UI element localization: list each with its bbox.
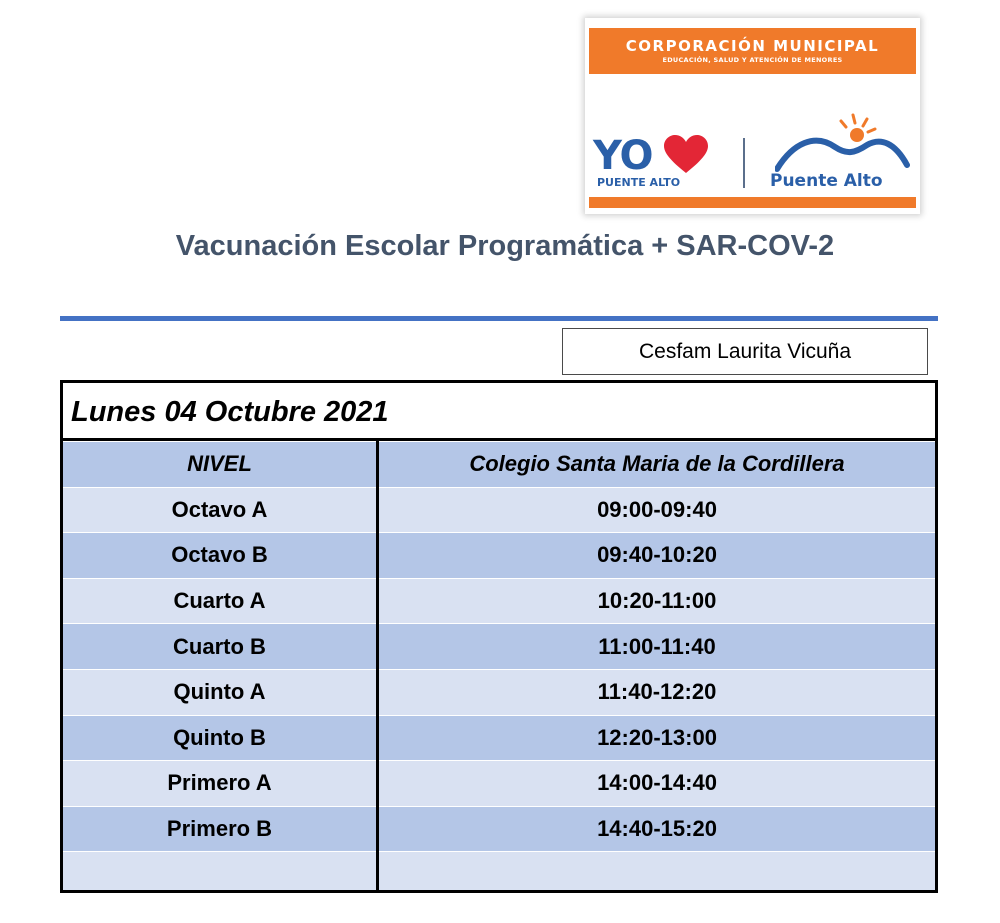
row-time: 14:40-15:20	[597, 816, 717, 842]
logo-orange-band	[589, 28, 916, 74]
row-time: 12:20-13:00	[597, 724, 717, 750]
row-level: Octavo B	[171, 542, 268, 568]
corporation-logo	[585, 18, 920, 214]
row-time: 11:40-12:20	[597, 679, 717, 705]
logo-yo-subtitle: PUENTE ALTO	[597, 176, 681, 189]
row-time	[379, 852, 935, 890]
table-row	[63, 578, 935, 624]
row-level: Quinto A	[173, 679, 266, 705]
header-level: NIVEL	[187, 451, 252, 477]
row-time: 11:00-11:40	[598, 633, 716, 659]
row-time: 09:00-09:40	[597, 496, 717, 522]
row-level: Octavo A	[171, 496, 268, 522]
table-row	[63, 851, 935, 890]
table-row	[63, 532, 935, 578]
logo-yo-text: YO	[593, 133, 653, 179]
row-level: Cuarto A	[173, 588, 266, 614]
row-time: 09:40-10:20	[597, 542, 717, 568]
row-level: Primero A	[167, 770, 272, 796]
heart-icon	[663, 135, 709, 175]
title-container	[90, 230, 920, 263]
row-level: Quinto B	[173, 724, 266, 750]
title-underline	[60, 316, 938, 321]
schedule-table	[60, 380, 938, 893]
row-time: 14:00-14:40	[597, 770, 717, 796]
page-title: Vacunación Escolar Programática + SAR-COV-2	[175, 230, 835, 262]
row-level: Cuarto B	[173, 633, 266, 659]
table-row	[63, 487, 935, 533]
logo-divider	[743, 138, 745, 188]
logo-brand-text: Puente Alto	[770, 171, 883, 191]
column-divider	[376, 441, 379, 890]
table-row	[63, 715, 935, 761]
logo-bottom-band	[589, 197, 916, 208]
table-row	[63, 623, 935, 669]
row-level: Primero B	[166, 816, 273, 842]
row-time: 10:20-11:00	[597, 588, 717, 614]
header-school: Colegio Santa Maria de la Cordillera	[469, 451, 845, 477]
schedule-date: Lunes 04 Octubre 2021	[63, 383, 935, 441]
table-row	[63, 669, 935, 715]
table-header-row	[63, 441, 935, 487]
logo-band-title: CORPORACIÓN MUNICIPAL	[625, 37, 880, 55]
mountain-sun-icon	[775, 113, 910, 173]
table-row	[63, 806, 935, 852]
logo-band-subtitle: EDUCACIÓN, SALUD Y ATENCIÓN DE MENORES	[662, 56, 843, 64]
table-row	[63, 760, 935, 806]
row-level	[63, 852, 376, 890]
health-center-box: Cesfam Laurita Vicuña	[562, 328, 928, 375]
